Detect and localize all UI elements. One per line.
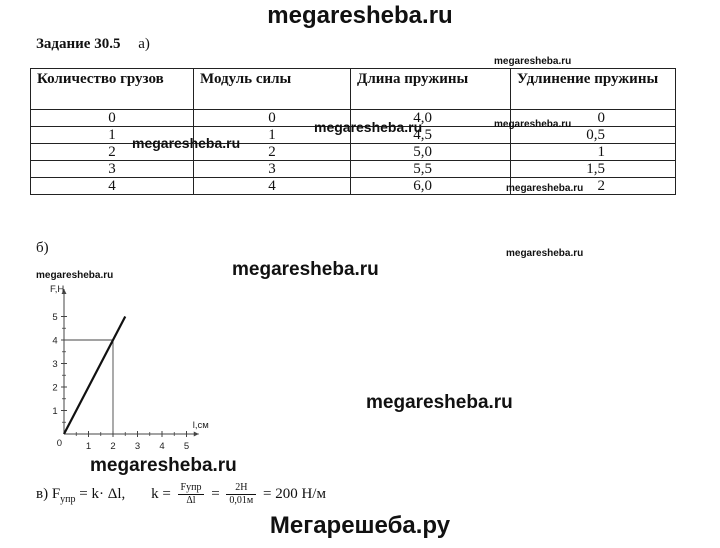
watermark-row1-center: megaresheba.ru xyxy=(314,119,423,135)
table-row xyxy=(31,144,676,161)
watermark-graph-center: megaresheba.ru xyxy=(232,259,379,280)
fraction-symbolic-num: Fупр xyxy=(178,482,205,495)
cell-weights-count: 1 xyxy=(31,127,194,144)
header-spring-length: Длина пружины xyxy=(351,69,511,110)
cell-spring-extension: 1,5 xyxy=(511,161,676,178)
cell-force: 3 xyxy=(194,161,351,178)
origin-label: 0 xyxy=(56,438,62,449)
header-force: Модуль силы xyxy=(194,69,351,110)
cell-spring-extension: 0 xyxy=(511,110,676,127)
y-axis-label: F,Н xyxy=(50,284,65,295)
cell-force: 4 xyxy=(194,178,351,195)
y-tick-label: 2 xyxy=(52,382,58,394)
watermark-top: megaresheba.ru xyxy=(267,2,453,29)
formula-hooke: = k· Δl, xyxy=(75,486,126,502)
watermark-small: megaresheba.ru xyxy=(494,56,572,67)
x-tick-label: 4 xyxy=(159,441,165,452)
header-weights-count: Количество грузов xyxy=(31,69,194,110)
x-axis-arrow xyxy=(194,432,199,437)
cell-weights-count: 2 xyxy=(31,144,194,161)
formula-eq2: = xyxy=(207,486,224,502)
cell-spring-extension: 0,5 xyxy=(511,127,676,144)
cell-weights-count: 3 xyxy=(31,161,194,178)
cell-spring-length: 5,5 xyxy=(351,161,511,178)
table-header-row xyxy=(31,69,676,110)
watermark-graph-left: megaresheba.ru xyxy=(36,270,114,281)
fraction-numeric-num: 2Н xyxy=(226,482,256,495)
task-title: Задание 30.5 xyxy=(36,36,121,52)
y-tick-label: 4 xyxy=(52,335,58,347)
cell-spring-length: 6,0 xyxy=(351,178,511,195)
watermark-row1-right: megaresheba.ru xyxy=(494,119,572,130)
cell-force: 1 xyxy=(194,127,351,144)
task-heading xyxy=(36,36,150,53)
force-extension-graph xyxy=(44,282,244,458)
part-a-label: а) xyxy=(138,36,150,52)
y-tick-label: 5 xyxy=(52,312,58,323)
x-tick-label: 5 xyxy=(183,441,190,452)
cell-spring-length: 4,5 xyxy=(351,127,511,144)
formula-line xyxy=(36,482,326,507)
cell-spring-extension: 1 xyxy=(511,144,676,161)
cell-spring-length: 4,0 xyxy=(351,110,511,127)
x-axis-label: l,см xyxy=(192,420,209,431)
table-row xyxy=(31,161,676,178)
series-line xyxy=(64,317,125,435)
part-b-label: б) xyxy=(36,240,49,256)
x-tick-label: 1 xyxy=(85,441,92,452)
formula-k-eq: k = xyxy=(151,486,175,502)
formula-result: = 200 Н/м xyxy=(259,486,326,502)
y-tick-label: 3 xyxy=(52,359,58,370)
cell-spring-extension: 2 xyxy=(511,178,676,195)
cell-force: 2 xyxy=(194,144,351,161)
watermark-row2-left: megaresheba.ru xyxy=(132,135,241,151)
watermark-right-big: megaresheba.ru xyxy=(366,392,513,413)
formula-sub-upr: упр xyxy=(60,493,76,505)
formula-part-v: в) F xyxy=(36,486,61,502)
y-tick-label: 1 xyxy=(52,406,58,417)
watermark-row4-right: megaresheba.ru xyxy=(506,183,584,194)
x-tick-label: 3 xyxy=(134,441,141,452)
watermark-bottom: Мегарешеба.ру xyxy=(269,512,451,539)
watermark-below-graph: megaresheba.ru xyxy=(90,455,237,476)
cell-force: 0 xyxy=(194,110,351,127)
x-tick-label: 2 xyxy=(110,441,116,452)
header-spring-extension: Удлинение пружины xyxy=(511,69,676,110)
cell-weights-count: 0 xyxy=(31,110,194,127)
cell-spring-length: 5,0 xyxy=(351,144,511,161)
fraction-numeric xyxy=(226,482,256,507)
fraction-numeric-den: 0,01м xyxy=(229,495,254,506)
cell-weights-count: 4 xyxy=(31,178,194,195)
fraction-symbolic xyxy=(178,482,205,507)
fraction-symbolic-den: Δl xyxy=(186,495,196,506)
watermark-right-mid: megaresheba.ru xyxy=(506,248,584,259)
